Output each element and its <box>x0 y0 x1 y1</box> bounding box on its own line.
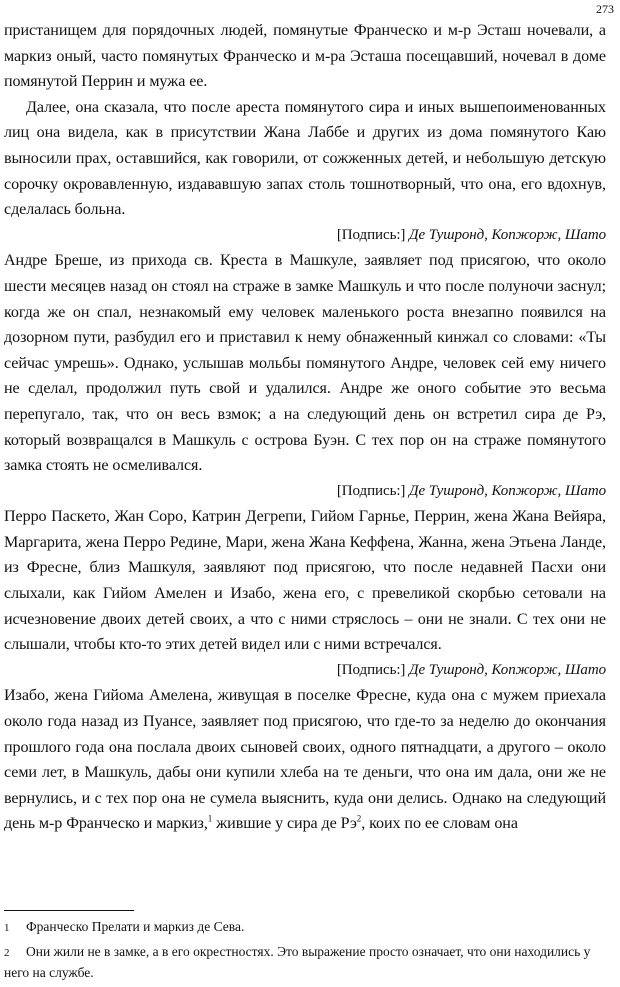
signature-names: Де Тушронд, Копжорж, Шато <box>409 226 606 243</box>
signature-label: [Подпись:] <box>336 226 406 243</box>
testimony-isabeau-amelin <box>4 683 606 837</box>
signature-3 <box>4 658 606 684</box>
testimony-text-part: жившие у сира де Рэ <box>212 815 357 833</box>
footnote-text: Они жили не в замке, а в его окрестностях. Это выражение просто означает, что они находились у него на службе. <box>4 944 591 980</box>
testimony-fresnay-witnesses: Перро Паскето, Жан Соро, Катрин Дегрепи, Гийом Гарнье, Перрин, жена Жана Вейяра, Маргарита, жена Перро Редине, Мари, жена Жана Кеффена, Жанна, жена Этьена Ланде, из Фресне, близ Машкуля, заявляют под присягою, что после недавней Пасхи они слыхали, как Гийом Амелен и Изабо, жена его, с превеликой скорбью сетовали на исчезновение двоих детей своих, а что с ними стряслось – они не знали. С тех они не слышали, чтобы кто-то этих детей видел или с ними встречался. <box>4 508 606 654</box>
footnote-number: 2 <box>4 947 10 959</box>
footnotes <box>4 910 606 986</box>
signature-names: Де Тушронд, Копжорж, Шато <box>409 661 606 678</box>
footnote-number: 1 <box>4 922 10 934</box>
signature-label: [Подпись:] <box>336 661 406 678</box>
signature-1 <box>4 223 606 249</box>
signature-names: Де Тушронд, Копжорж, Шато <box>409 482 606 499</box>
testimony-text-part: , коих по ее словам она <box>361 815 518 833</box>
signature-label: [Подпись:] <box>336 482 406 499</box>
testimony-text-part: Изабо, жена Гийома Амелена, живущая в поселке Фресне, куда она с мужем приехала около года назад из Пуансе, заявляет под присягою, что где-то за неделю до окончания прошлого года она послала двоих сыновей своих, одного пятнадцати, а другого – около семи лет, в Машкуль, дабы они купили хлеба на те деньги, что она им дала, они же не вернулись, и с тех пор она не сумела выяснить, куда они делись. Однако на следующий день м-р Франческо и маркиз, <box>4 687 606 833</box>
paragraph-ash-testimony: Далее, она сказала, что после ареста помянутого сира и иных вышепоименованных лиц она видела, как в присутствии Жана Лаббе и других из дома помянутого Каю выносили прах, оставшийся, как говорили, от сожженных детей, и небольшую детскую сорочку окровавленную, издававшую запах столь тошнотворный, что она, его вдохнув, сделалась больна. <box>4 98 606 219</box>
page-number: 273 <box>596 2 614 16</box>
testimony-andre-breche: Андре Бреше, из прихода св. Креста в Машкуле, заявляет под присягою, что около шести месяцев назад он стоял на страже в замке Машкуль и что после полуночи заснул; когда же он спал, незнакомый ему человек маленького роста внезапно появился на дозорном пути, разбудил его и приставил к нему обнаженный кинжал со словами: «Ты сейчас умрешь». Однако, услышав мольбы помянутого Андре, человек сей ему ничего не сделал, продолжил путь свой и удалился. Андре же оного событие это весьма перепугало, так, что он весь взмок; а на следующий день он встретил сира де Рэ, который возвращался в Машкуль с острова Буэн. С тех пор он на страже помянутого замка стоять не осмеливался. <box>4 252 606 475</box>
footnote-2 <box>4 942 606 982</box>
footnote-divider <box>4 910 134 911</box>
footnote-ref-1: 1 <box>207 814 213 825</box>
footnote-text: Франческо Прелати и маркиз де Сева. <box>26 919 245 934</box>
footnote-ref-2: 2 <box>356 814 362 825</box>
signature-2 <box>4 479 606 505</box>
paragraph-continuation: пристанищем для порядочных людей, помянутые Франческо и м-р Эсташ ночевали, а маркиз оный, часто помянутых Франческо и м-ра Эсташа посещавший, ночевал в доме помянутой Перрин и мужа ее. <box>4 22 606 91</box>
footnote-1 <box>4 917 606 938</box>
main-text <box>4 18 606 837</box>
